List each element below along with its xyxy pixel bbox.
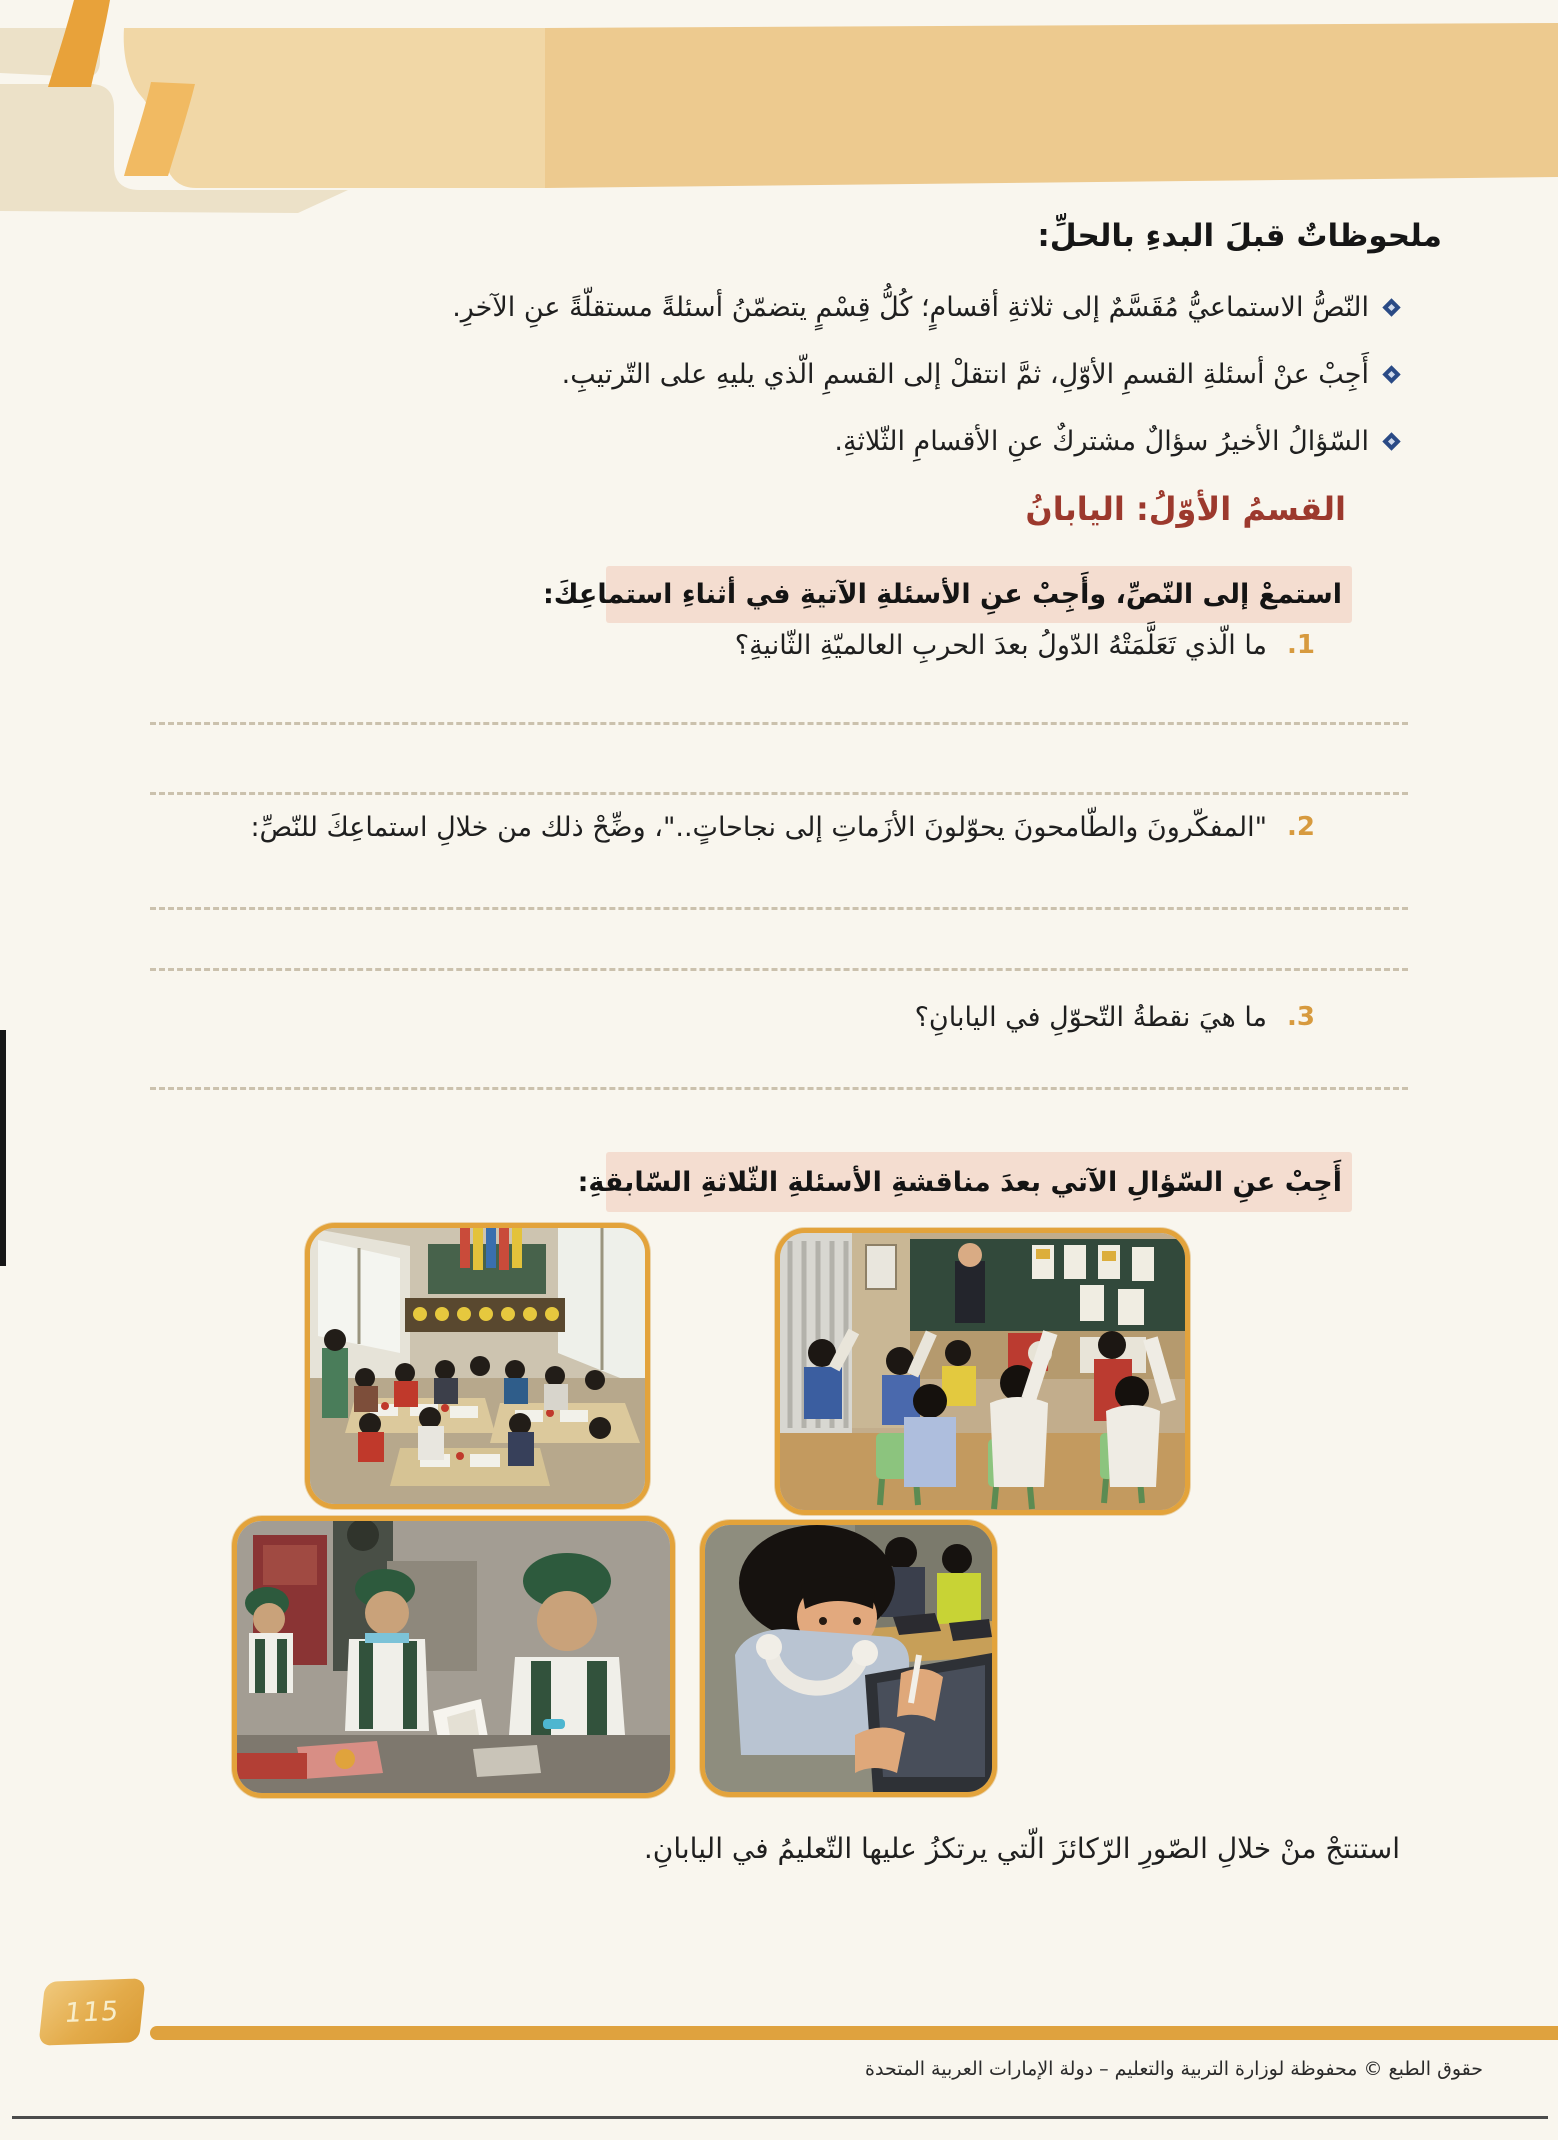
discuss-instruction-highlight <box>577 1152 1352 1212</box>
discuss-instruction-text: أَجِبْ عنِ السّؤالِ الآتي بعدَ مناقشةِ الأسئلةِ الثّلاثةِ السّابقةِ: <box>577 1166 1342 1198</box>
scan-artifact-line <box>0 1030 6 1266</box>
question-2-number: 2. <box>1287 812 1315 842</box>
conclusion-task-text: استنتجْ منْ خلالِ الصّورِ الرّكائزَ الّتي يرتكزُ عليها التّعليمُ في اليابانِ. <box>643 1832 1400 1865</box>
diamond-bullet-icon <box>1382 365 1400 383</box>
answer-line <box>150 907 1408 910</box>
footer-gold-rule <box>150 2026 1558 2040</box>
copyright-text: حقوق الطبع © محفوظة لوزارة التربية والتعليم – دولة الإمارات العربية المتحدة <box>865 2058 1483 2080</box>
raised-hands-photo <box>775 1228 1190 1515</box>
question-1-number: 1. <box>1287 630 1315 660</box>
question-2 <box>250 812 1315 843</box>
tablet-learning-photo <box>700 1520 997 1797</box>
header-ribbons-decoration <box>0 0 1558 235</box>
diamond-bullet-icon <box>1382 432 1400 450</box>
answer-line <box>150 1087 1408 1090</box>
cooking-class-photo <box>232 1516 675 1798</box>
listen-instruction-highlight <box>542 566 1352 623</box>
footer-divider-rule <box>12 2116 1548 2119</box>
page-number-badge <box>38 1978 145 2045</box>
note-text: أَجِبْ عنْ أسئلةِ القسمِ الأوّلِ، ثمَّ انتقلْ إلى القسمِ الّذي يليهِ على التّرتيبِ. <box>561 359 1369 390</box>
note-text: النّصُّ الاستماعيُّ مُقَسَّمٌ إلى ثلاثةِ أقسامٍ؛ كُلُّ قِسْمٍ يتضمّنُ أسئلةً مستقلّةً عنِ الآخرِ. <box>452 292 1369 323</box>
page-number: 115 <box>62 1995 122 2029</box>
classroom-lunch-photo <box>305 1223 650 1509</box>
question-3-number: 3. <box>1287 1002 1315 1032</box>
note-text: السّؤالُ الأخيرُ سؤالٌ مشتركٌ عنِ الأقسامِ الثّلاثةِ. <box>834 426 1369 457</box>
note-item <box>452 408 1398 475</box>
section-title: القسمُ الأوّلُ: اليابانُ <box>1025 490 1346 528</box>
answer-line <box>150 792 1408 795</box>
note-item <box>452 274 1398 341</box>
answer-line <box>150 968 1408 971</box>
answer-line <box>150 722 1408 725</box>
question-2-text: "المفكّرونَ والطّامحونَ يحوّلونَ الأزَماتِ إلى نجاحاتٍ.."، وضِّحْ ذلك من خلالِ استماعِكَ للنّصِّ: <box>250 812 1268 843</box>
question-1 <box>735 630 1315 661</box>
diamond-bullet-icon <box>1382 298 1400 316</box>
question-3 <box>915 1002 1315 1033</box>
listen-instruction-text: استمعْ إلى النّصِّ، وأَجِبْ عنِ الأسئلةِ الآتيةِ في أثناءِ استماعِكَ: <box>542 579 1342 610</box>
question-1-text: ما الّذي تَعَلَّمَتْهُ الدّولُ بعدَ الحربِ العالميّةِ الثّانيةِ؟ <box>734 630 1268 661</box>
notes-heading: ملحوظاتٌ قبلَ البدءِ بالحلِّ: <box>1037 218 1442 254</box>
question-3-text: ما هيَ نقطةُ التّحوّلِ في اليابانِ؟ <box>914 1002 1268 1033</box>
note-item <box>452 341 1398 408</box>
notes-list <box>452 274 1398 475</box>
